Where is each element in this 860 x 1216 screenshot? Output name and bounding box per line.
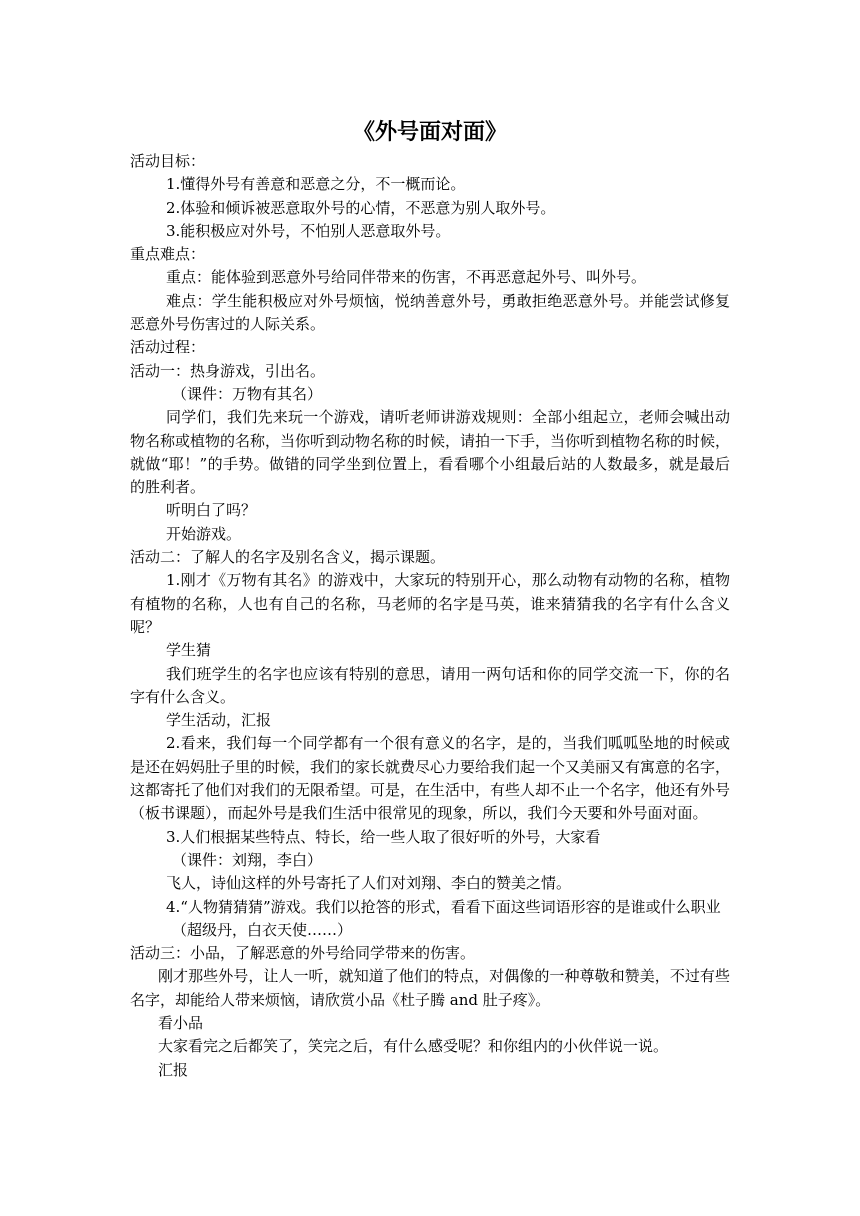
paragraph: 开始游戏。 xyxy=(166,524,242,543)
paragraph: （课件：刘翔，李白） xyxy=(172,850,323,869)
document-page xyxy=(130,118,730,1082)
paragraph: 1.刚才《万物有其名》的游戏中，大家玩的特别开心，那么动物有动物的名称，植物有植物的名称，人也有自己的名称，马老师的名字是马英，谁来猜猜我的名字有什么含义呢？ xyxy=(130,571,730,636)
paragraph: 大家看完之后都笑了，笑完之后，有什么感受呢？和你组内的小伙伴说一说。 xyxy=(158,1037,669,1056)
paragraph: 3.能积极应对外号，不怕别人恶意取外号。 xyxy=(166,221,451,240)
paragraph: 同学们，我们先来玩一个游戏，请听老师讲游戏规则：全部小组起立，老师会喊出动物名称或植物的名称，当你听到动物名称的时候，请拍一下手，当你听到植物名称的时候，就做“耶！”的手势。做错的同学坐到位置上，看看哪个小组最后站的人数最多，就是最后的胜利者。 xyxy=(130,408,731,497)
paragraph: 2.体验和倾诉被恶意取外号的心情，不恶意为别人取外号。 xyxy=(166,198,556,217)
paragraph: 学生猜 xyxy=(166,641,212,660)
paragraph: 学生活动，汇报 xyxy=(166,711,272,730)
paragraph: 刚才那些外号，让人一听，就知道了他们的特点，对偶像的一种尊敬和赞美，不过有些名字，却能给人带来烦恼，请欣赏小品《杜子腾 and 肚子疼》。 xyxy=(130,967,730,1009)
paragraph: 4.“人物猜猜猜”游戏。我们以抢答的形式，看看下面这些词语形容的是谁或什么职业 xyxy=(166,897,721,916)
paragraph: 活动一：热身游戏，引出名。 xyxy=(130,361,326,380)
paragraph: 1.懂得外号有善意和恶意之分，不一概而论。 xyxy=(166,175,466,194)
document-title: 《外号面对面》 xyxy=(352,119,507,145)
paragraph: 3.人们根据某些特点、特长，给一些人取了很好听的外号，大家看 xyxy=(166,827,601,846)
paragraph: 活动过程： xyxy=(130,338,206,357)
paragraph: 飞人，诗仙这样的外号寄托了人们对刘翔、李白的赞美之情。 xyxy=(166,874,572,893)
paragraph: 看小品 xyxy=(158,1013,204,1032)
paragraph: 汇报 xyxy=(158,1060,189,1079)
paragraph: 听明白了吗？ xyxy=(166,501,257,520)
paragraph: 重点：能体验到恶意外号给同伴带来的伤害，不再恶意起外号、叫外号。 xyxy=(166,268,647,287)
paragraph: 重点难点： xyxy=(130,245,206,264)
paragraph: 难点：学生能积极应对外号烦恼，悦纳善意外号，勇敢拒绝恶意外号。并能尝试修复恶意外号伤害过的人际关系。 xyxy=(130,291,730,334)
paragraph: （超级丹，白衣天使……） xyxy=(172,920,353,939)
paragraph: 我们班学生的名字也应该有特别的意思，请用一两句话和你的同学交流一下，你的名字有什么含义。 xyxy=(130,664,730,706)
paragraph: 2.看来，我们每一个同学都有一个很有意义的名字，是的，当我们呱呱坠地的时候或是还在妈妈肚子里的时候，我们的家长就费尽心力要给我们起一个又美丽又有寓意的名字，这都寄托了他们对我们的无限希望。可是，在生活中，有些人却不止一个名字，他还有外号（板书课题），而起外号是我们生活中很常见的现象，所以，我们今天要和外号面对面。 xyxy=(130,734,731,823)
paragraph: （课件：万物有其名） xyxy=(172,384,323,403)
document-body xyxy=(130,150,730,1082)
paragraph: 活动目标： xyxy=(130,152,206,170)
paragraph: 活动三：小品，了解恶意的外号给同学带来的伤害。 xyxy=(130,944,476,963)
paragraph: 活动二：了解人的名字及别名含义，揭示课题。 xyxy=(130,548,446,567)
